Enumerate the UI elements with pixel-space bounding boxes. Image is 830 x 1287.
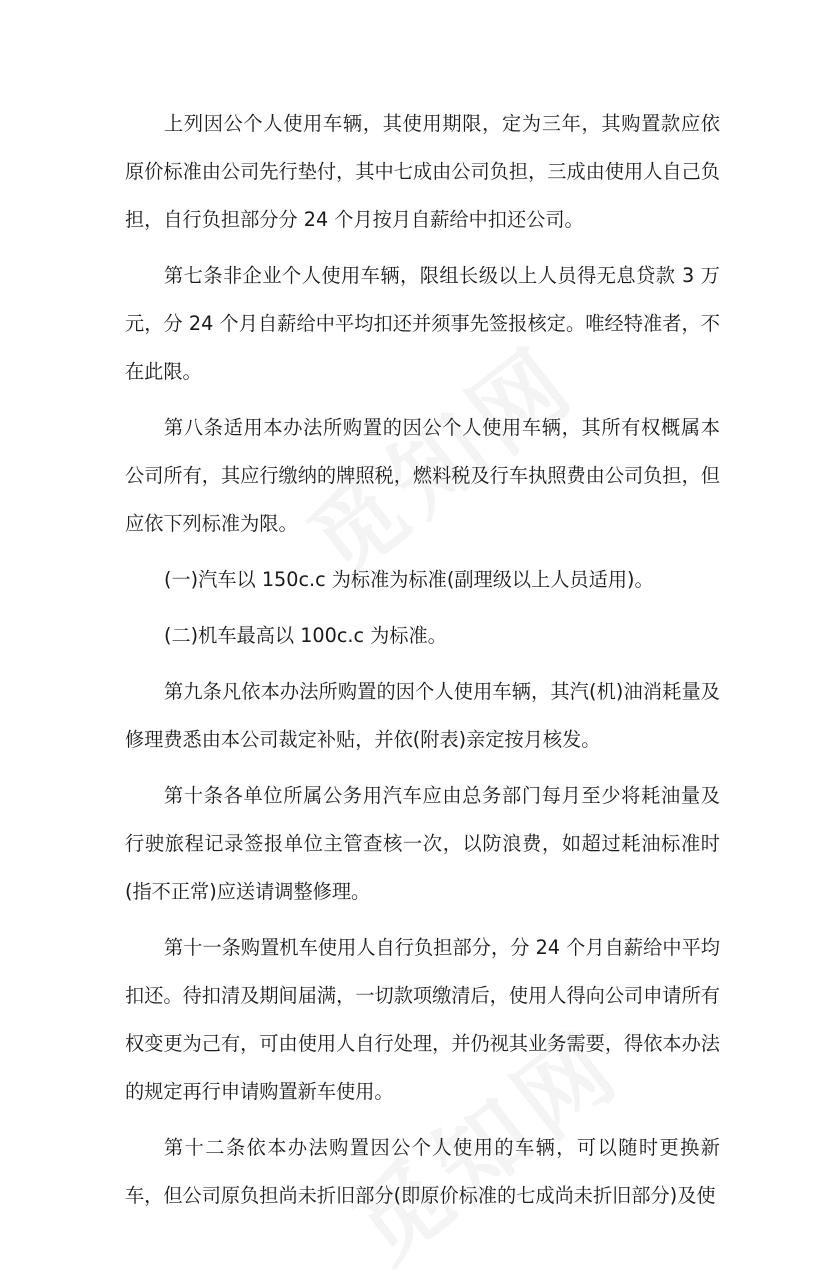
paragraph: 第十一条购置机车使用人自行负担部分，分 24 个月自薪给中平均扣还。待扣清及期间届满，一切款项缴清后，使用人得向公司申请所有权变更为己有，可由使用人自行处理，并仍视其业务需要，得依本办法的规定再行申请购置新车使用。	[125, 936, 720, 1103]
paragraph: 第十二条依本办法购置因公个人使用的车辆，可以随时更换新车，但公司原负担尚未折旧部分(即原价标准的七成尚未折旧部分)及使	[125, 1136, 720, 1207]
paragraph: 第七条非企业个人使用车辆，限组长级以上人员得无息贷款 3 万元，分 24 个月自薪给中平均扣还并须事先签报核定。唯经特准者，不在此限。	[125, 264, 720, 383]
paragraph: (一)汽车以 150c.c 为标准为标准(副理级以上人员适用)。	[164, 568, 654, 591]
document-body	[125, 100, 720, 1228]
paragraph: 第九条凡依本办法所购置的因个人使用车辆，其汽(机)油消耗量及修理费悉由本公司裁定补贴，并依(附表)亲定按月核发。	[125, 680, 720, 751]
paragraph: 第十条各单位所属公务用汽车应由总务部门每月至少将耗油量及行驶旅程记录签报单位主管查核一次，以防浪费，如超过耗油标准时(指不正常)应送请调整修理。	[125, 784, 720, 903]
paragraph: (二)机车最高以 100c.c 为标准。	[164, 624, 447, 647]
paragraph: 第八条适用本办法所购置的因公个人使用车辆，其所有权概属本公司所有，其应行缴纳的牌照税，燃料税及行车执照费由公司负担，但应依下列标准为限。	[125, 416, 720, 535]
paragraph: 上列因公个人使用车辆，其使用期限，定为三年，其购置款应依原价标准由公司先行垫付，其中七成由公司负担，三成由使用人自己负担，自行负担部分分 24 个月按月自薪给中扣还公司。	[125, 112, 720, 231]
